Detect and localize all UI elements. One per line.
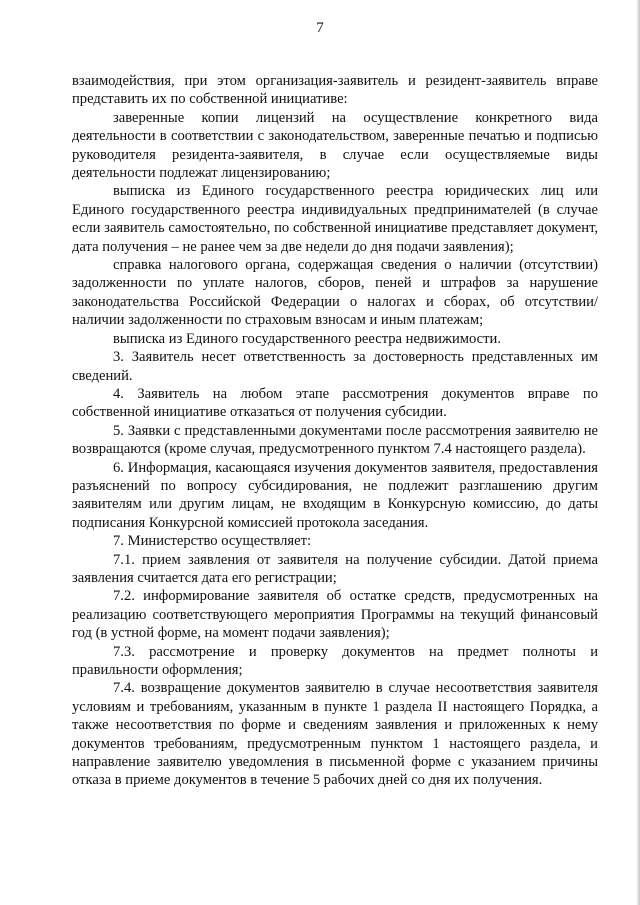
paragraph-item-7-4: 7.4. возвращение документов заявителю в случае несоответствия заявителя условиям и требованиям, указанным в пункте 1 раздела II настоящего Порядка, а также несоответствия по форме и сведениям заявления и приложенных к нему документов требованиям, предусмотренным пунктом 1 настоящего раздела, и направление заявителю уведомления в письменной форме с указанием причины отказа в приеме документов в течение 5 рабочих дней со дня их получения. [72,680,598,789]
paragraph-registry-extract: выписка из Единого государственного реестра юридических лиц или Единого государственного реестра индивидуальных предпринимателей (в случае если заявитель самостоятельно, по собственной инициативе представляет документ, дата получения – не ранее чем за две недели до дня подачи заявления); [72,183,598,255]
paragraph-continuation: взаимодействия, при этом организация-заявитель и резидент-заявитель вправе представить их по собственной инициативе: [72,73,598,108]
scan-edge-shadow [636,0,640,905]
paragraph-item-5: 5. Заявки с представленными документами после рассмотрения заявителю не возвращаются (кроме случая, предусмотренного пунктом 7.4 настоящего раздела). [72,422,598,458]
paragraph-license-copies: заверенные копии лицензий на осуществление конкретного вида деятельности в соответствии с законодательством, заверенные печатью и подписью руководителя резидента-заявителя, в случае если осуществляемые виды деятельности подлежат лицензированию; [72,109,598,182]
paragraph-item-7: 7. Министерство осуществляет: [113,533,311,550]
paragraph-item-7-3: 7.3. рассмотрение и проверку документов на предмет полноты и правильности оформления; [72,643,598,678]
paragraph-item-3: 3. Заявитель несет ответственность за достоверность представленных им сведений. [72,349,598,384]
document-body [72,72,598,790]
paragraph-tax-certificate: справка налогового органа, содержащая сведения о наличии (отсутствии) задолженности по уплате налогов, сборов, пеней и штрафов за нарушение законодательства Российской Федерации о налогах и сборах, об отсутствии/наличии задолженности по страховым взносам и иным платежам; [72,257,598,329]
paragraph-item-7-2: 7.2. информирование заявителя об остатке средств, предусмотренных на реализацию соответствующего мероприятия Программы на текущий финансовый год (в устной форме, на момент подачи заявления); [72,588,598,642]
page-number: 7 [316,20,324,36]
paragraph-item-6: 6. Информация, касающаяся изучения документов заявителя, предоставления разъяснений по вопросу субсидирования, не подлежит разглашению другим заявителям или другим лицам, не входящим в Конкурсную комиссию, до даты подписания Конкурсной комиссией протокола заседания. [72,459,598,531]
paragraph-item-4: 4. Заявитель на любом этапе рассмотрения документов вправе по собственной инициативе отказаться от получения субсидии. [72,385,598,421]
paragraph-realty-extract: выписка из Единого государственного реестра недвижимости. [113,330,501,347]
paragraph-item-7-1: 7.1. прием заявления от заявителя на получение субсидии. Датой приема заявления считается дата его регистрации; [72,551,598,586]
